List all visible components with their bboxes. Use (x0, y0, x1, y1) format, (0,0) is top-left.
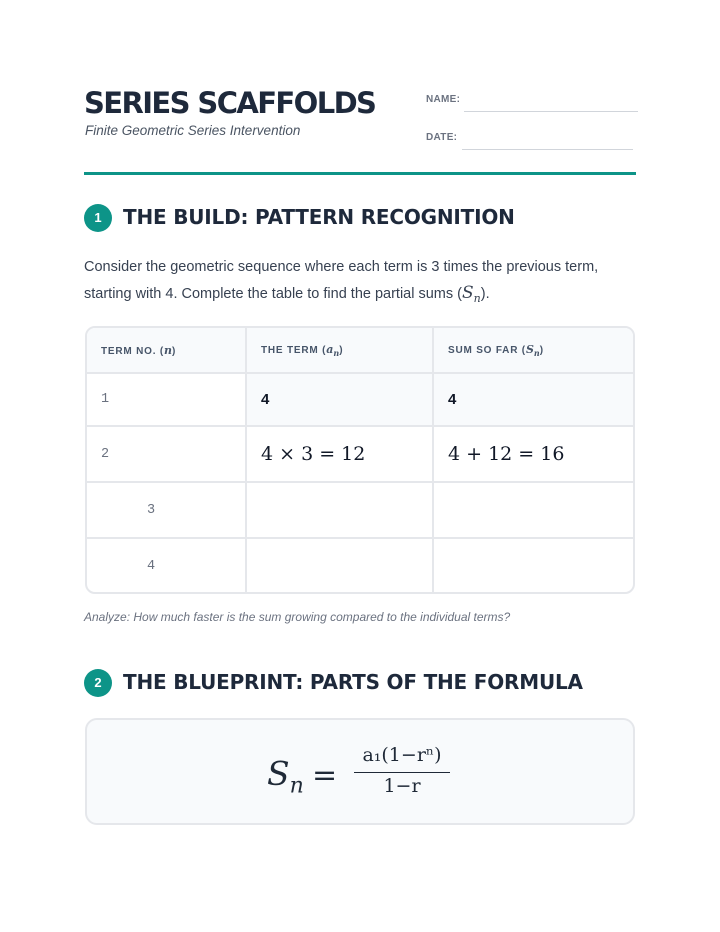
formula-denominator: 1−r (383, 775, 421, 797)
name-line[interactable] (464, 111, 638, 112)
worksheet-title: SERIES SCAFFOLDS (84, 86, 376, 120)
date-line[interactable] (462, 149, 633, 150)
term-answer-cell[interactable] (246, 538, 433, 594)
worksheet-header (84, 86, 636, 176)
term-answer-cell[interactable] (246, 482, 433, 538)
term-number-cell: 2 (87, 426, 246, 482)
instruction-line-1: Consider the geometric sequence where each term is 3 times the previous term, (84, 259, 599, 275)
table-row (87, 373, 633, 426)
partial-sums-table (85, 326, 635, 594)
term-cell: 4 (246, 373, 433, 426)
instruction-line-2 (84, 280, 636, 312)
instruction-text: starting with 4. Complete the table to find the partial sums ( (84, 286, 462, 302)
formula-lhs: $S_n$ (267, 754, 304, 799)
section-title: THE BUILD: PATTERN RECOGNITION (123, 205, 515, 229)
section-number-badge: 2 (84, 669, 112, 697)
section-2-heading (84, 668, 644, 698)
column-header-term: THE TERM $(a_n)$ (246, 328, 433, 373)
section-1-instructions (84, 254, 636, 312)
table-row (87, 538, 633, 594)
section-1-heading (84, 203, 644, 233)
sum-cell: 4 (433, 373, 633, 426)
geometric-sum-formula (267, 744, 467, 804)
sum-answer-cell[interactable] (433, 482, 633, 538)
sum-answer-cell[interactable] (433, 538, 633, 594)
term-number-cell: 4 (87, 538, 246, 594)
sum-subscript: n (473, 291, 481, 305)
formula-equals: = (312, 758, 338, 793)
formula-numerator: a₁(1−rⁿ) (362, 744, 442, 766)
column-header-sum: SUM SO FAR $(S_n)$ (433, 328, 633, 373)
term-number-cell: 1 (87, 373, 246, 426)
term-number-cell: 3 (87, 482, 246, 538)
analyze-prompt: Analyze: How much faster is the sum growing compared to the individual terms? (84, 610, 511, 624)
formula-fraction (352, 744, 452, 799)
sum-variable: S (462, 283, 474, 303)
date-field[interactable] (426, 130, 638, 152)
sum-cell: 4 + 12 = 16 (433, 426, 633, 482)
date-label: DATE: (426, 132, 458, 143)
header-divider (84, 172, 636, 175)
name-field[interactable] (426, 92, 638, 114)
fraction-bar (354, 772, 450, 773)
section-title: THE BLUEPRINT: PARTS OF THE FORMULA (123, 670, 583, 694)
name-label: NAME: (426, 94, 461, 105)
formula-box (85, 718, 635, 825)
section-number-badge: 1 (84, 204, 112, 232)
worksheet-subtitle: Finite Geometric Series Intervention (85, 123, 301, 138)
table-row (87, 482, 633, 538)
instruction-text-end: ). (480, 286, 490, 302)
table-row (87, 426, 633, 482)
column-header-term-number: TERM NO. (n) (87, 328, 246, 373)
term-cell: 4 × 3 = 12 (246, 426, 433, 482)
